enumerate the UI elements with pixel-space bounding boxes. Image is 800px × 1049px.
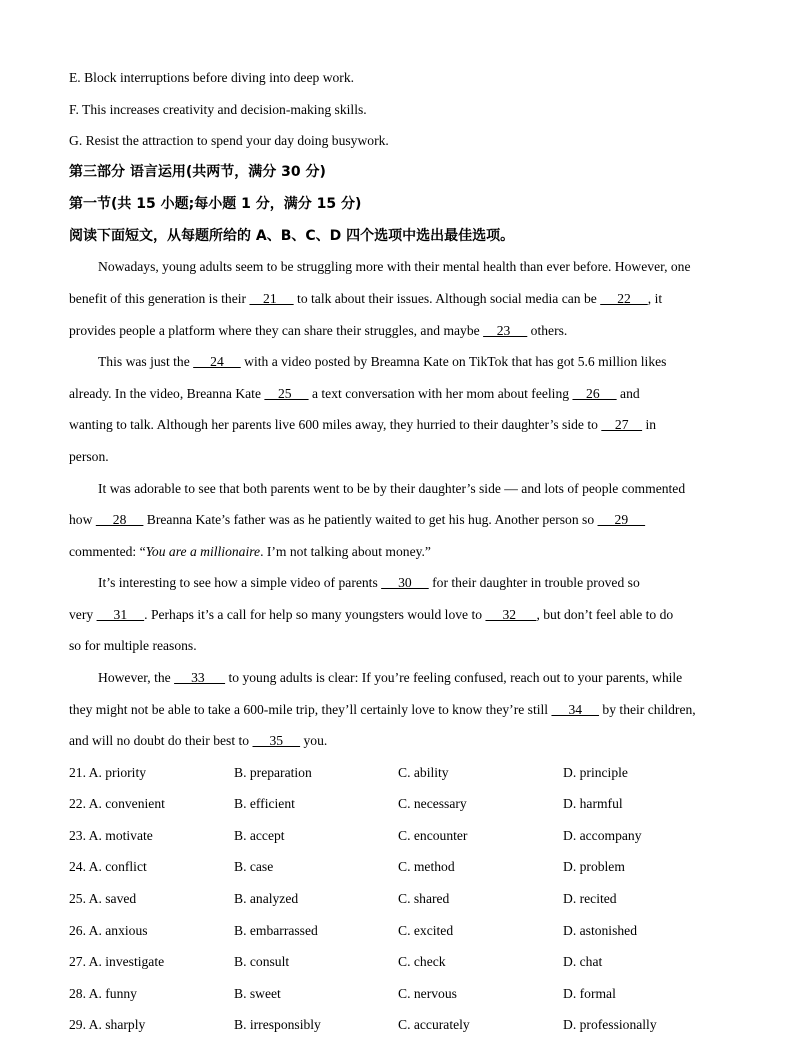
passage-text: commented: “ [69,544,146,559]
passage-text: Breanna Kate’s father was as he patiently waited to get his hug. Another person so [143,512,598,527]
passage-line [98,353,666,371]
passage-line [69,322,567,340]
choice-d: D. recited [563,891,617,906]
choice-a: 23. A. motivate [69,828,153,843]
choice-c: C. excited [398,923,454,938]
passage-text: in [642,417,657,432]
instruction: 阅读下面短文，从每题所给的 A、B、C、D 四个选项中选出最佳选项。 [69,228,515,244]
choice-d: D. problem [563,859,625,874]
blank-29: 29 [597,512,646,527]
passage-text: with a video posted by Breamna Kate on TikTok that has got 5.6 million likes [240,354,667,369]
passage-line: Nowadays, young adults seem to be struggling more with their mental health than ever before. However, one [98,259,691,274]
choice-d: D. accompany [563,828,642,843]
blank-21: 21 [249,291,294,306]
blank-24: 24 [193,354,241,369]
part-title: 第三部分 语言运用(共两节，满分 30 分) [69,164,326,180]
passage-text: and [616,386,640,401]
passage-text: you. [300,733,328,748]
passage-text: they might not be able to take a 600-mile trip, they’ll certainly love to know they’re still [69,702,552,717]
blank-23: 23 [483,323,528,338]
choice-c: C. accurately [398,1017,470,1032]
choice-b: B. efficient [234,796,295,811]
choice-a: 25. A. saved [69,891,137,906]
passage-text: It’s interesting to see how a simple video of parents [98,575,382,590]
passage-text: , but don’t feel able to do [536,607,674,622]
quote-text: You are a millionaire [145,544,261,559]
passage-text: . I’m not talking about money.” [260,544,431,559]
passage-line: It was adorable to see that both parents went to be by their daughter’s side — and lots of people commented [98,481,686,496]
passage-line [98,574,640,592]
choice-b: B. sweet [234,986,281,1001]
blank-22: 22 [600,291,648,306]
passage-text: to young adults is clear: If you’re feeling confused, reach out to your parents, while [225,670,683,685]
passage-text: others. [527,323,568,338]
blank-35: 35 [252,733,301,748]
blank-32: 32 [485,607,537,622]
passage-line [69,543,431,561]
passage-text: how [69,512,96,527]
choice-a: 27. A. investigate [69,954,165,969]
choice-d: D. harmful [563,796,623,811]
passage-text: . Perhaps it’s a call for help so many youngsters would love to [144,607,486,622]
option-e: E. Block interruptions before diving into deep work. [69,70,355,85]
choice-c: C. encounter [398,828,468,843]
passage-line [69,701,696,719]
passage-text: provides people a platform where they can share their struggles, and maybe [69,323,484,338]
choice-c: C. nervous [398,986,457,1001]
choice-a: 26. A. anxious [69,923,148,938]
choice-d: D. astonished [563,923,638,938]
passage-text: a text conversation with her mom about feeling [308,386,573,401]
passage-line [98,669,682,687]
subsection-title: 第一节(共 15 小题;每小题 1 分，满分 15 分) [69,196,362,212]
option-g: G. Resist the attraction to spend your day doing busywork. [69,133,389,148]
passage-text: for their daughter in trouble proved so [428,575,640,590]
choice-d: D. principle [563,765,628,780]
passage-line [69,606,673,624]
blank-33: 33 [174,670,226,685]
choice-c: C. ability [398,765,449,780]
blank-28: 28 [95,512,144,527]
choice-a: 29. A. sharply [69,1017,146,1032]
choice-b: B. case [234,859,274,874]
choice-b: B. analyzed [234,891,299,906]
choice-a: 24. A. conflict [69,859,147,874]
passage-text: by their children, [599,702,696,717]
blank-31: 31 [96,607,145,622]
passage-text: This was just the [98,354,194,369]
passage-text: already. In the video, Breanna Kate [69,386,265,401]
passage-line [69,511,645,529]
passage-text: , it [647,291,663,306]
choice-b: B. irresponsibly [234,1017,321,1032]
passage-line [69,290,662,308]
passage-text: to talk about their issues. Although social media can be [293,291,601,306]
choice-b: B. embarrassed [234,923,318,938]
blank-26: 26 [572,386,617,401]
choice-b: B. consult [234,954,290,969]
choice-b: B. accept [234,828,285,843]
choice-c: C. shared [398,891,450,906]
choice-c: C. check [398,954,446,969]
blank-25: 25 [264,386,309,401]
blank-30: 30 [381,575,429,590]
choice-d: D. professionally [563,1017,657,1032]
choice-d: D. chat [563,954,603,969]
choice-a: 21. A. priority [69,765,147,780]
passage-line [69,416,656,434]
choice-d: D. formal [563,986,616,1001]
blank-34: 34 [551,702,600,717]
passage-text: However, the [98,670,175,685]
passage-text: and will no doubt do their best to [69,733,253,748]
passage-text: very [69,607,97,622]
option-f: F. This increases creativity and decision-making skills. [69,102,367,117]
passage-line [69,732,327,750]
choice-b: B. preparation [234,765,312,780]
passage-text: benefit of this generation is their [69,291,250,306]
blank-27: 27 [601,417,643,432]
passage-text: wanting to talk. Although her parents live 600 miles away, they hurried to their daughter’s side to [69,417,602,432]
choice-a: 22. A. convenient [69,796,165,811]
choice-c: C. method [398,859,455,874]
passage-line [69,385,640,403]
passage-line: so for multiple reasons. [69,638,197,653]
choice-a: 28. A. funny [69,986,137,1001]
choice-c: C. necessary [398,796,467,811]
passage-line: person. [69,449,109,464]
